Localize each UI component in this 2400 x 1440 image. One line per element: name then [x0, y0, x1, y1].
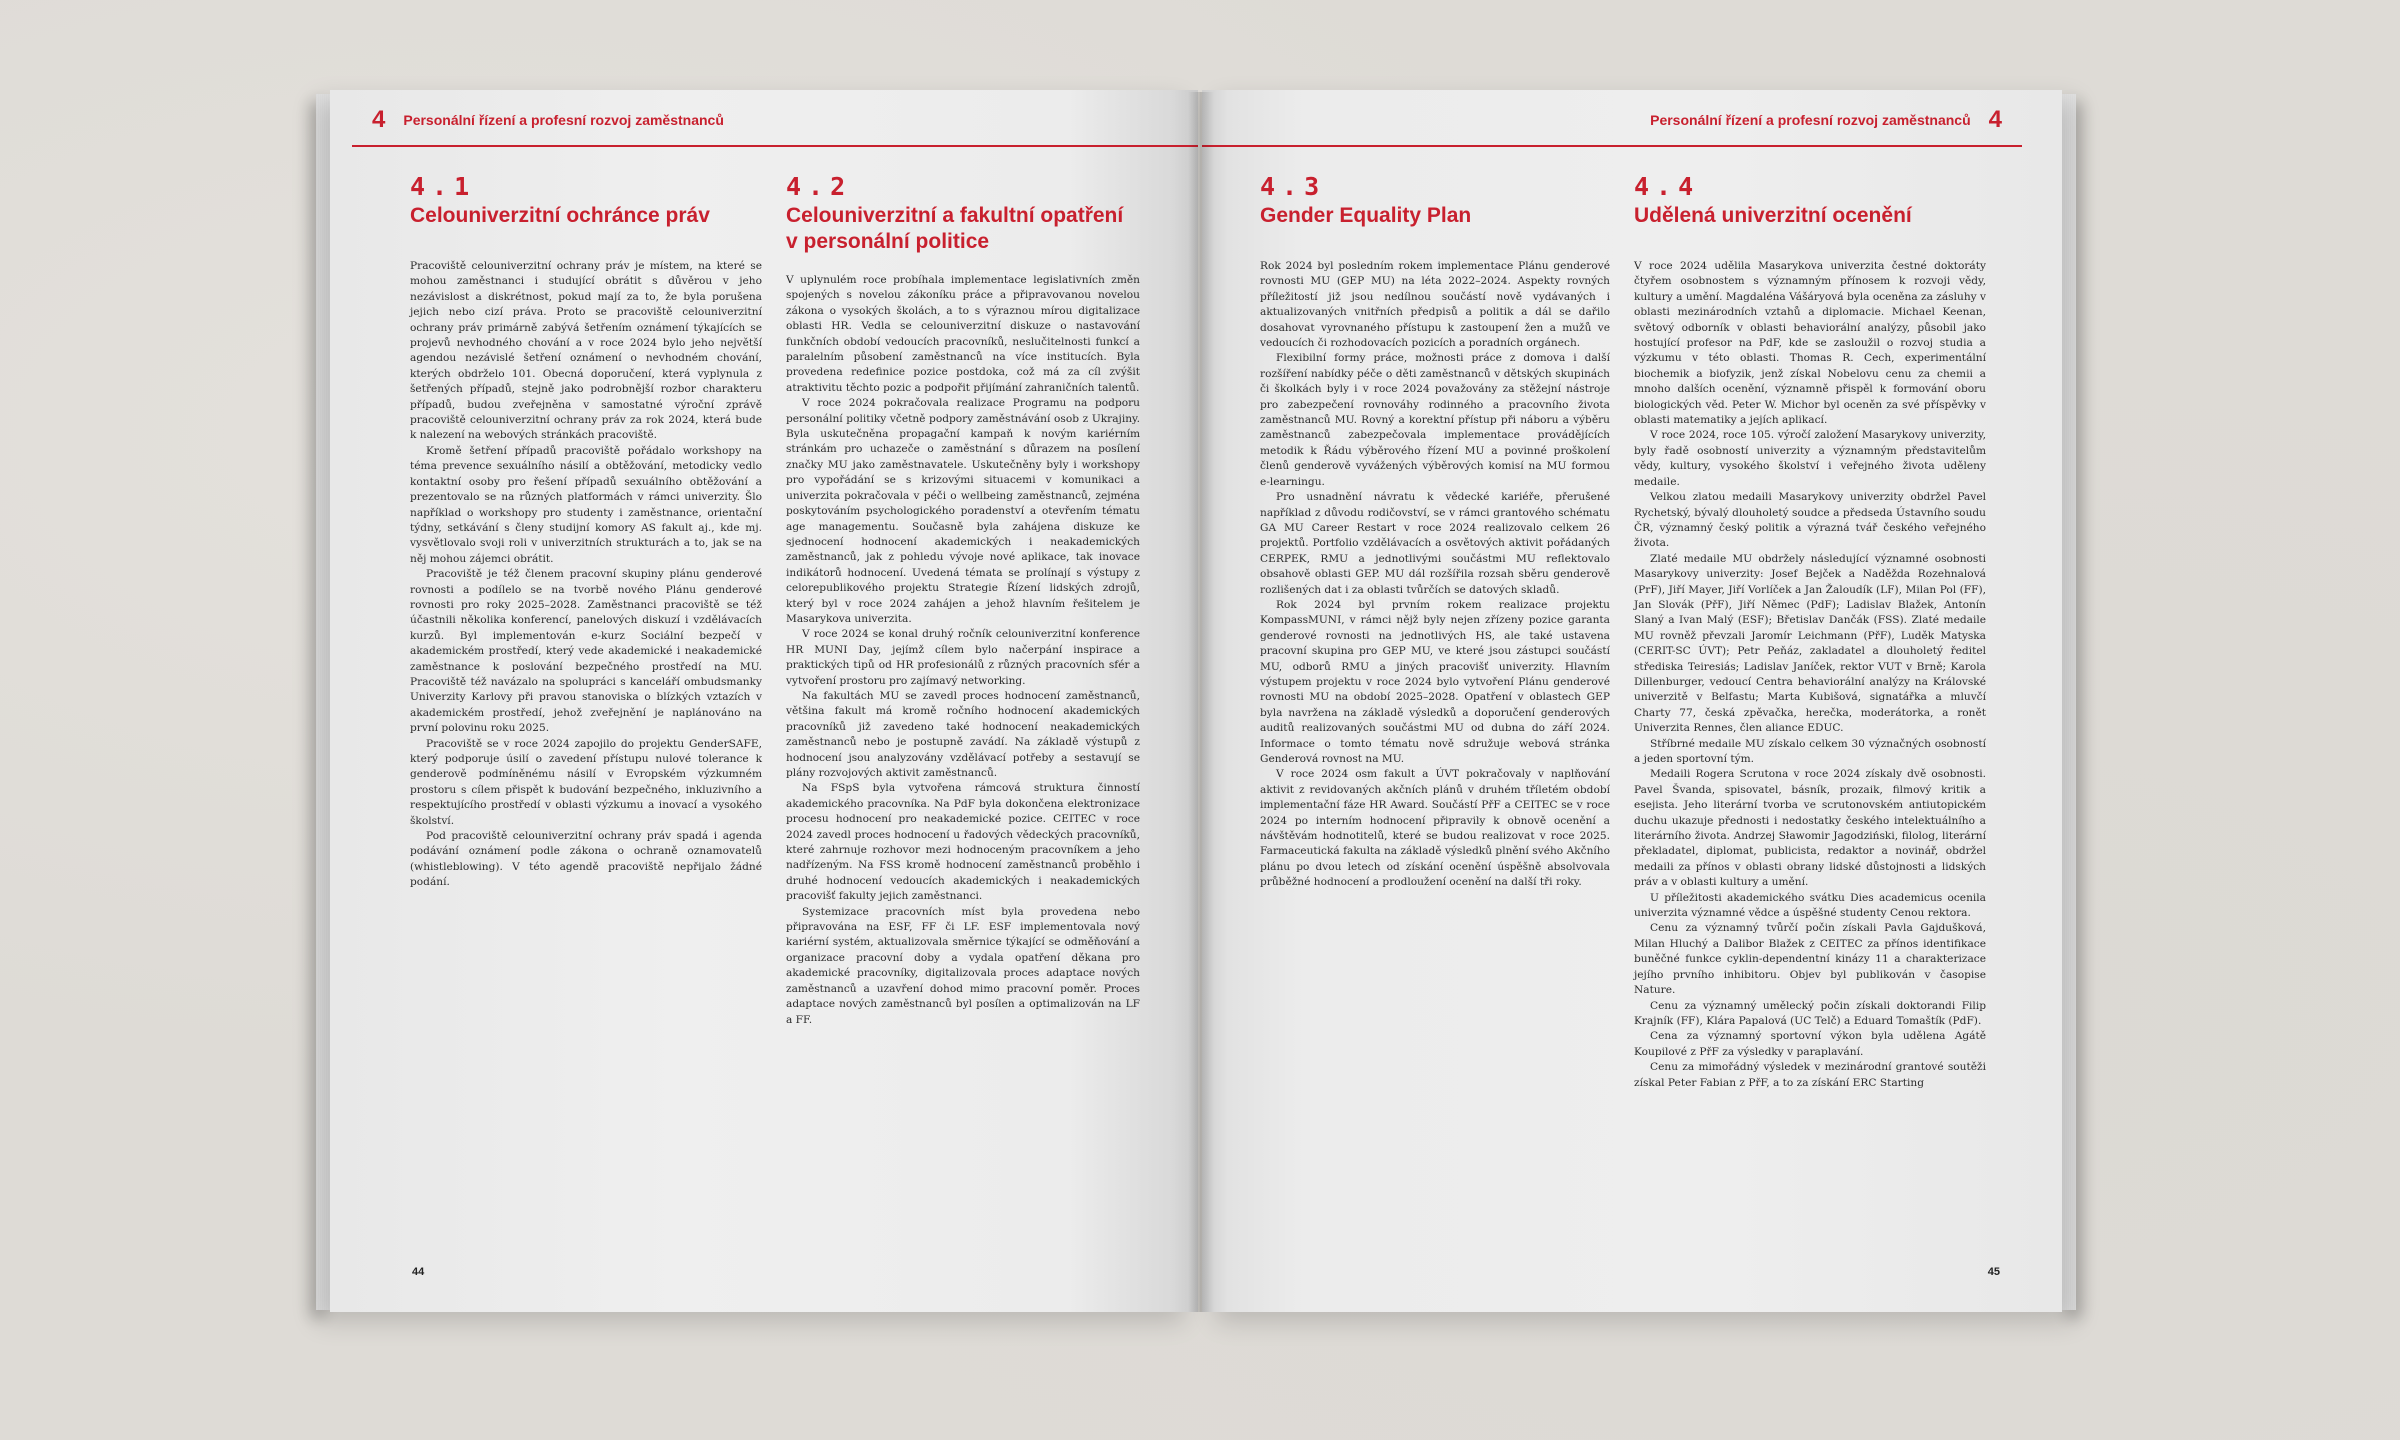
- section-number: 4.3: [1260, 172, 1327, 201]
- paragraph: Na FSpS byla vytvořena rámcová struktura činností akademického pracovníka. Na PdF byla dokončena elektronizace procesu hodnocení pro neakademické pozice. CEITEC v roce 2024 zavedl proces hodnocení u řadových vědeckých pracovníků, které zahrnuje rozhovor mezi hodnoceným pracovníkem a jeho nadřízeným. Na FSS kromě hodnocení zaměstnanců proběhlo i druhé hodnocení vedoucích akademických i neakademických pracovišť fakulty jejich zaměstnanci.: [786, 782, 1140, 903]
- paragraph: Systemizace pracovních míst byla provedena nebo připravována na ESF, FF či LF. ESF implementovala nový kariérní systém, aktualizovala směrnice týkající se odměňování a organizace pracovní doby a vydala opatření děkana pro akademické pracovníky, digitalizovala proces adaptace nových zaměstnanců a uzavření dohod mimo pracovní poměr. Proces adaptace nových zaměstnanců byl posílen a optimalizován na LF a FF.: [786, 905, 1140, 1026]
- paragraph: Pracoviště se v roce 2024 zapojilo do projektu GenderSAFE, který podporuje úsilí o zavedení přístupu nulové tolerance k genderově podmíněnému násilí v Evropském výzkumném prostoru s cílem přispět k budování bezpečného, inkluzivního a respektujícího prostředí v oblasti výzkumu a inovací a vysokého školství.: [410, 737, 762, 827]
- header-rule: [1202, 145, 2022, 147]
- paragraph: V uplynulém roce probíhala implementace legislativních změn spojených s novelou zákoníku práce a připravovanou novelou zákona o vysokých školách, a to s výraznou mírou digitalizace oblasti HR. Vedla se celouniverzitní diskuze o nastavování funkčních období vedoucích pracovníků, neslučitelnosti funkcí a paralelním působení zaměstnanců na více institucích. Byla provedena redefinice pozice postdoka, což má za cíl zvýšit atraktivitu těchto pozic a podpořit přijímání zahraničních talentů.: [786, 274, 1140, 394]
- page-number-right: 45: [1987, 1266, 2000, 1278]
- section-title: Celouniverzitní a fakultní opatření v personální politice: [786, 204, 1124, 253]
- section-4-1: [410, 172, 762, 891]
- paragraph: V roce 2024 se konal druhý ročník celouniverzitní konference HR MUNI Day, jejímž cílem bylo načerpání inspirace a praktických tipů od HR profesionálů z různých pracovních sfér a vytvoření prostoru pro zajímavý networking.: [786, 628, 1140, 687]
- paragraph: Pro usnadnění návratu k vědecké kariéře, přerušené například z důvodu rodičovství, se v rámci grantového schématu GA MU Career Restart v roce 2024 realizovalo celkem 26 projektů. Portfolio vzdělávacích a osvětových aktivit pořádaných CERPEK, RMU a jednotlivými součástmi MU reflektovalo obsahově oblasti GEP. MU dál rozšířila rozsah sběru genderově rozlišených dat i za oblasti tvůrčích se datových skladů.: [1260, 491, 1610, 596]
- section-4-2: [786, 172, 1140, 1028]
- section-title: Gender Equality Plan: [1260, 204, 1472, 227]
- section-body: [1634, 259, 1986, 1091]
- paragraph: Zlaté medaile MU obdržely následující významné osobnosti Masarykovy univerzity: Josef Bejček a Naděžda Rozehnalová (PrF), Jiří Mayer, Jiří Vorlíček a Jan Žaloudík (LF), Milan Pol (FF), Jan Slovák (PřF), Jiří Němec (PdF); Ladislav Blažek, Antonín Slaný a Ivan Malý (ESF); Břetislav Dančák (FSS). Zlaté medaile MU rovněž převzali Jaromír Leichmann (PřF), Luděk Matyska (CERIT-SC ÚVT); Petr Peňáz, zakladatel a dlouholetý ředitel střediska Teiresiás; Ladislav Janíček, rektor VUT v Brně; Karola Dillenburger, vedoucí Centra behaviorální analýzy na Královské univerzitě v Belfastu; Marta Kubišová, signatářka a mluvčí Charty 77, česká zpěvačka, herečka, moderátorka, a ronět Univerzita Rennes, člen aliance EDUC.: [1634, 552, 1986, 735]
- paragraph: U příležitosti akademického svátku Dies academicus ocenila univerzita významné vědce a úspěšné studenty Cenou rektora.: [1634, 891, 1986, 920]
- paragraph: Flexibilní formy práce, možnosti práce z domova i další rozšíření nabídky péče o děti zaměstnanců v dětských skupinách či školkách byly i v roce 2024 považovány za stěžejní nástroje pro zabezpečení rovnováhy rodinného a pracovního života zaměstnanců MU. Rovný a korektní přístup při náboru a výběru zaměstnanců zabezpečovala implementace provádějících metodik k Řádu výběrového řízení MU a povinné proškolení členů genderově vyvážených výběrových komisí na MU formou e-learningu.: [1260, 352, 1610, 488]
- section-title: Udělená univerzitní ocenění: [1634, 204, 1912, 227]
- paragraph: Cenu za významný tvůrčí počin získali Pavla Gajdušková, Milan Hluchý a Dalibor Blažek z CEITEC za přínos identifikace buněčné funkce cyklin-dependentní kinázy 11 a charakterizace jejího prvního inhibitoru. Objev byl publikován v časopise Nature.: [1634, 922, 1986, 997]
- paragraph: Medaili Rogera Scrutona v roce 2024 získaly dvě osobnosti. Pavel Švanda, spisovatel, básník, prozaik, filmový kritik a esejista. Jeho literární tvorba ve scrutonovském antiutopickém duchu ukazuje přednosti i nedostatky českého intelektuálního a literárního života. Andrzej Sławomir Jagodziński, filolog, literární překladatel, diplomat, publicista, redaktor a novinář, obdržel medaili za přínos v oblasti obrany lidské důstojnosti a lidských práv a v oblasti kultury a umění.: [1634, 768, 1986, 889]
- section-number: 4.1: [410, 172, 477, 201]
- section-body: [786, 273, 1140, 1028]
- paragraph: V roce 2024 udělila Masarykova univerzita čestné doktoráty čtyřem osobnostem s významným přínosem k rozvoji vědy, kultury a umění. Magdaléna Vášáryová byla oceněna za zásluhy v oblasti mezinárodních vztahů a diplomacie. Michael Keenan, světový odborník v oblasti behaviorální analýzy, působil jako hostující profesor na PdF, kde se zasloužil o rozvoj studia a výzkumu v této oblasti. Thomas R. Cech, experimentální biochemik a biofyzik, jenž získal Nobelovu cenu za chemii a mnoho dalších ocenění, významně přispěl k formování oboru biologických věd. Peter W. Michor byl oceněn za své příspěvky v oblasti matematiky a jejích aplikací.: [1634, 260, 1986, 427]
- page-number-left: 44: [412, 1266, 425, 1278]
- paragraph: Cenu za významný umělecký počin získali doktorandi Filip Krajník (FF), Klára Papalová (UC Telč) a Eduard Tomaštík (PdF).: [1634, 999, 1986, 1027]
- chapter-title: Personální řízení a profesní rozvoj zaměstnanců: [403, 112, 724, 128]
- running-head-left: [372, 106, 724, 134]
- section-number: 4.4: [1634, 172, 1701, 201]
- right-page: [1202, 90, 2062, 1312]
- paragraph: Cena za významný sportovní výkon byla udělena Agátě Koupilové z PřF za výsledky v paraplavání.: [1634, 1030, 1986, 1058]
- page-edges-right: [2060, 94, 2076, 1310]
- paragraph: Pod pracoviště celouniverzitní ochrany práv spadá i agenda podávání oznámení podle zákona o ochraně oznamovatelů (whistleblowing). V této agendě pracoviště nepřijalo žádné podání.: [410, 830, 762, 889]
- paragraph: Kromě šetření případů pracoviště pořádalo workshopy na téma prevence sexuálního násilí a obtěžování, metodicky vedlo kontaktní osoby pro řešení případů sexuálního obtěžování a prezentovalo se na různých platformách v rámci univerzity. Šlo například o workshopy pro studenty i zaměstnance, orientační týdny, setkávání s členy studijní komory AS fakult aj., kde mj. vysvětlovalo svoji roli v univerzitních strukturách a to, jak se na něj mohou zájemci obrátit.: [410, 444, 762, 565]
- header-rule: [352, 145, 1198, 147]
- left-page: [330, 90, 1198, 1312]
- paragraph: Pracoviště celouniverzitní ochrany práv je místem, na které se mohou zaměstnanci i studující obrátit s důvěrou v jeho nezávislost a diskrétnost, pokud mají za to, že byla porušena jejich nebo cizí práva. Proto se pracoviště celouniverzitní ochrany práv primárně zabývá šetřením oznámení týkajících se projevů nevhodného chování a v roce 2024 bylo jeho největší agendou nezávislé šetření oznámení o nevhodném chování, kterých obdrželo 101. Obecná doporučení, která vyplynula z šetřených případů, stejně jako podrobnější rozbor charakteru případů, budou zveřejněna v samostatné výroční zprávě pracoviště celouniverzitní ochrany práv za rok 2024, která bude k nalezení na webových stránkách pracoviště.: [410, 260, 762, 442]
- paragraph: V roce 2024 osm fakult a ÚVT pokračovaly v naplňování aktivit z revidovaných akčních plánů v druhém tříletém období implementační fáze HR Award. Součástí PřF a CEITEC se v roce 2024 po interním hodnocení připravily k obnově ocenění a návštěvám hodnotitelů, které se budou realizovat v roce 2025. Farmaceutická fakulta na základě výsledků plnění svého Akčního plánu po dvou letech od získání ocenění úspěšně absolvovala průběžné hodnocení a prodloužení ocenění na další tři roky.: [1260, 768, 1610, 889]
- section-4-3: [1260, 172, 1610, 891]
- running-head-right: [1650, 106, 2002, 134]
- section-body: [410, 259, 762, 891]
- book-gutter: [1188, 92, 1214, 1312]
- section-number: 4.2: [786, 172, 853, 201]
- chapter-title: Personální řízení a profesní rozvoj zaměstnanců: [1650, 112, 1971, 128]
- paragraph: V roce 2024 pokračovala realizace Programu na podporu personální politiky včetně podpory zaměstnávání osob z Ukrajiny. Byla uskutečněna propagační kampaň k novým kariérním stránkám pro uchazeče o zaměstnání s důrazem na posílení značky MU jako zaměstnavatele. Uskutečněny byly i workshopy pro vypořádání se s krizovými situacemi v komunikaci a univerzita pokračovala v péči o wellbeing zaměstnanců, zejména poskytováním psychologického poradenství a otevřením tématu age managementu. Současně byla zahájena diskuze ke sjednocení hodnocení akademických i neakademických zaměstnanců, jak z pohledu vývoje nové aplikace, tak inovace indikátorů hodnocení. Uvedená témata se prolínají s výstupy z celorepublikového projektu Strategie Řízení lidských zdrojů, který byl v roce 2024 zahájen a jehož hlavním řešitelem je Masarykova univerzita.: [786, 397, 1140, 625]
- paragraph: Rok 2024 byl prvním rokem realizace projektu KompassMUNI, v rámci nějž byly nejen zřízeny pozice garanta genderové rovnosti na jednotlivých HS, ale také ustavena pracovní skupina pro GEP MU, ve které jsou zástupci součástí MU, odborů RMU a jiných pracovišť univerzity. Hlavním výstupem projektu v roce 2024 bylo vytvoření Plánu genderové rovnosti MU na období 2025–2028. Opatření v oblastech GEP byla navržena na základě výsledků a doporučení genderových auditů realizovaných součástmi MU od dubna do září 2024. Informace o tomto tématu nově sdružuje webová stránka Genderová rovnost na MU.: [1260, 598, 1610, 765]
- paragraph: V roce 2024, roce 105. výročí založení Masarykovy univerzity, byly řadě osobností univerzity a významným představitelům vědy, kultury, vysokého školství i veřejného života uděleny medaile.: [1634, 429, 1986, 488]
- section-body: [1260, 259, 1610, 891]
- section-4-4: [1634, 172, 1986, 1091]
- section-title: Celouniverzitní ochránce práv: [410, 204, 710, 227]
- paragraph: Stříbrné medaile MU získalo celkem 30 význačných osobností a jeden sportovní tým.: [1634, 737, 1986, 765]
- paragraph: Velkou zlatou medaili Masarykovy univerzity obdržel Pavel Rychetský, bývalý dlouholetý soudce a předseda Ústavního soudu ČR, významný český politik a výrazná tvář českého veřejného života.: [1634, 491, 1986, 550]
- chapter-number: 4: [372, 106, 386, 133]
- chapter-number: 4: [1988, 106, 2002, 133]
- paragraph: Pracoviště je též členem pracovní skupiny plánu genderové rovnosti a podílelo se na tvorbě nového Plánu genderové rovnosti pro roky 2025–2028. Zaměstnanci pracoviště se též účastnili několika konferencí, panelových diskuzí i vzdělávacích kurzů. Byl implementován e-kurz Sociální bezpečí v akademickém prostředí, který vede akademické i neakademické zaměstnance k poslování bezpečného prostředí na MU. Pracoviště též navázalo na spolupráci s kanceláří ombudsmanky Univerzity Karlovy při pravou stanoviska o blízkých vztazích v akademickém prostředí, jehož zveřejnění je naplánováno na první polovinu roku 2025.: [410, 568, 762, 735]
- paragraph: Rok 2024 byl posledním rokem implementace Plánu genderové rovnosti MU (GEP MU) na léta 2022–2024. Aspekty rovných příležitostí již jsou nedílnou součástí nově vydávaných i aktualizovaných vnitřních předpisů a politik a dál se dařilo dosahovat vyrovnaného přístupu k zastoupení žen a mužů ve vedoucích či rozhodovacích pozicích a poradních orgánech.: [1260, 260, 1610, 350]
- paragraph: Na fakultách MU se zavedl proces hodnocení zaměstnanců, většina fakult má kromě ročního hodnocení akademických pracovníků již zavedeno také hodnocení neakademických zaměstnanců nebo je postupně zavádí. Na základě výstupů z hodnocení jsou analyzovány vzdělávací potřeby a sestavují se plány rozvojových aktivit zaměstnanců.: [786, 689, 1140, 779]
- paragraph: Cenu za mimořádný výsledek v mezinárodní grantové soutěži získal Peter Fabian z PřF, a to za získání ERC Starting: [1634, 1061, 1986, 1089]
